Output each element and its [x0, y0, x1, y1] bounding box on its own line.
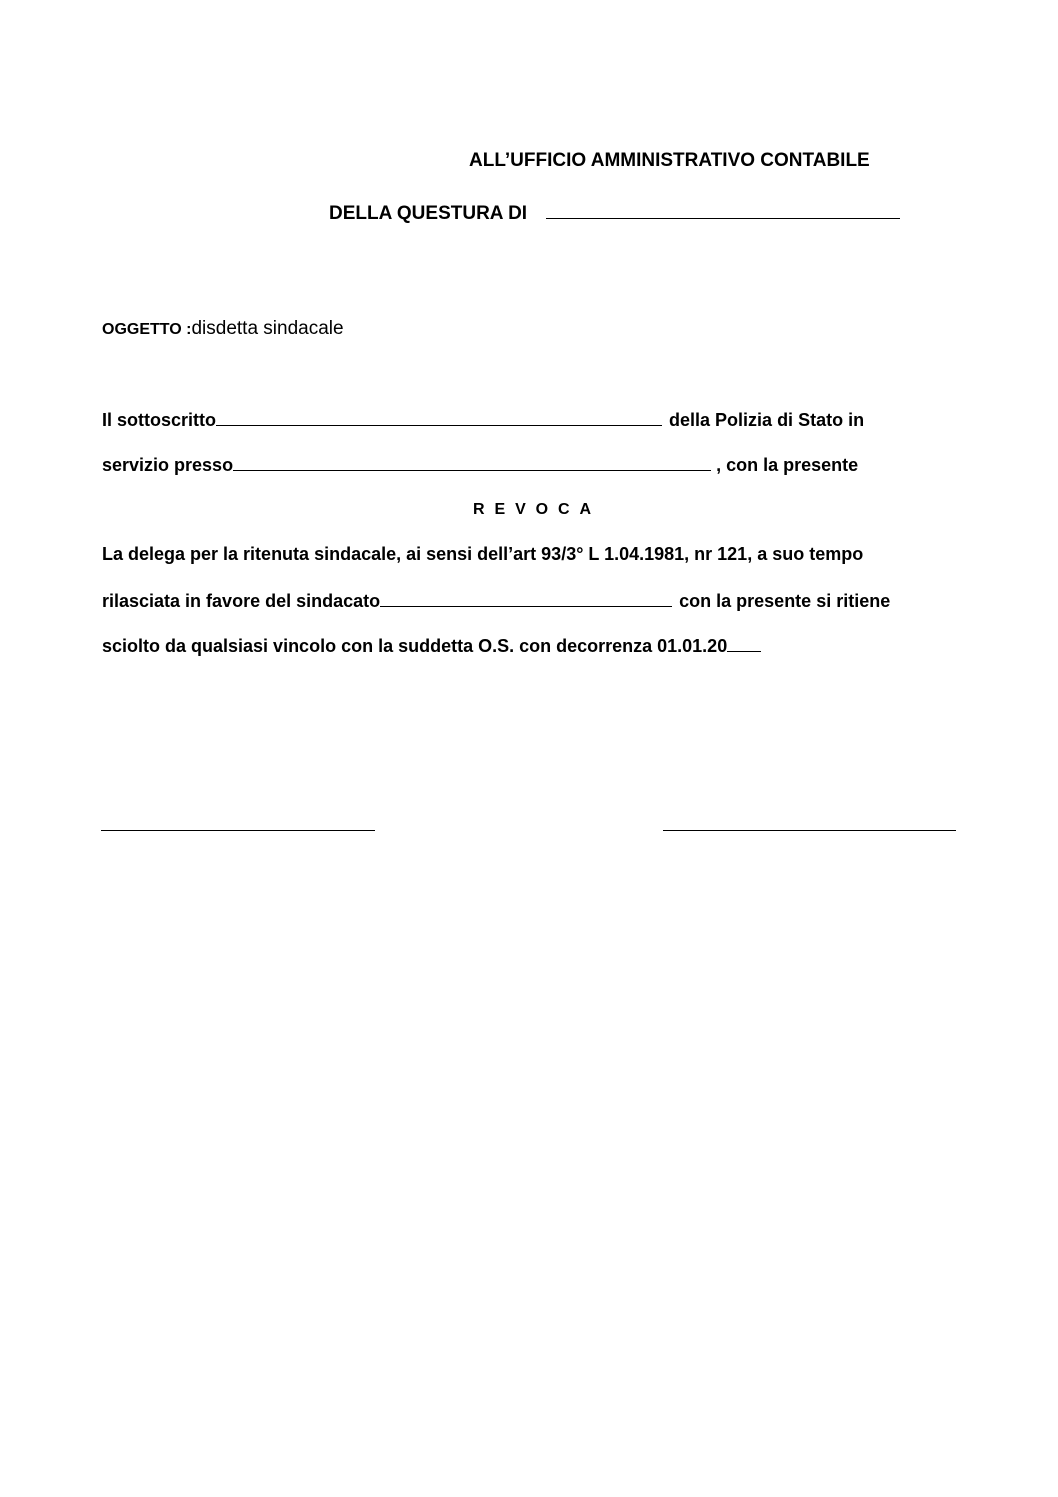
questura-field[interactable]: [546, 202, 900, 219]
addressee-line-1: ALL’UFFICIO AMMINISTRATIVO CONTABILE: [469, 150, 870, 171]
subject-value: disdetta sindacale: [191, 318, 344, 339]
release-label: con la presente si ritiene: [679, 591, 891, 611]
addressee-line-2-label: DELLA QUESTURA DI: [329, 203, 528, 224]
signature-line[interactable]: [663, 830, 956, 831]
service-location-field[interactable]: [233, 454, 711, 471]
paragraph-line-1: [102, 409, 864, 430]
paragraph-line-2: [102, 454, 858, 475]
year-field[interactable]: [727, 635, 761, 652]
subject-line: [102, 319, 344, 340]
undersigned-name-field[interactable]: [216, 409, 662, 426]
service-label: servizio presso: [102, 455, 234, 475]
union-label: rilasciata in favore del sindacato: [102, 591, 381, 611]
undersigned-label: Il sottoscritto: [102, 410, 217, 430]
addressee-line-2: [329, 202, 900, 224]
subject-label: OGGETTO :: [102, 321, 192, 338]
paragraph-line-4: [102, 590, 890, 611]
revoca-heading: REVOCA: [473, 501, 601, 518]
police-label: della Polizia di Stato in: [669, 410, 865, 430]
with-present-label: , con la presente: [716, 455, 859, 475]
union-name-field[interactable]: [380, 590, 672, 607]
paragraph-line-5: [102, 635, 761, 656]
paragraph-line-3: La delega per la ritenuta sindacale, ai sensi dell’art 93/3° L 1.04.1981, nr 121, a suo tempo: [102, 544, 864, 564]
effective-date-label: sciolto da qualsiasi vincolo con la suddetta O.S. con decorrenza 01.01.20: [102, 636, 728, 656]
date-place-line[interactable]: [101, 830, 375, 831]
